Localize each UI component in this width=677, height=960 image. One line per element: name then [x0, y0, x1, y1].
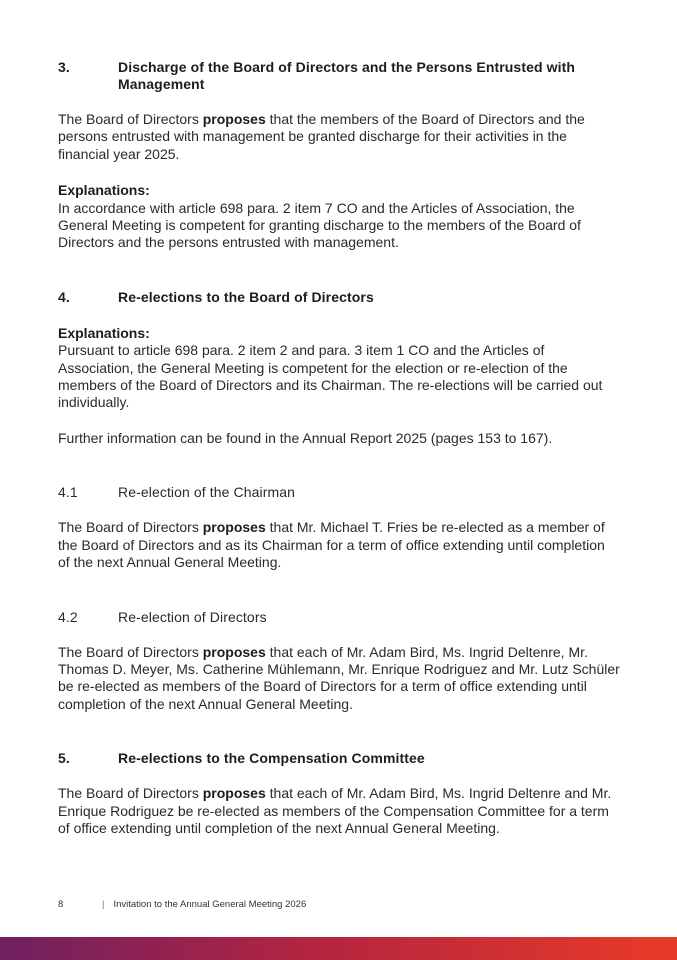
section-4-1-proposal-paragraph — [58, 519, 620, 571]
section-5-proposal-paragraph — [58, 785, 620, 837]
section-4-2-number: 4.2 — [58, 608, 78, 625]
section-4-explanations-block — [58, 325, 620, 412]
section-3-heading — [58, 59, 620, 93]
proposal-text-post: that each of Mr. Adam Bird, Ms. Ingrid Deltenre, Mr. Thomas D. Meyer, Ms. Catherine Mühlemann, Mr. Enrique Rodriguez and Mr. Lutz Schüler be re-elected as members of the Board of Directors for a term of office extending until completion of the next Annual General Meeting. — [58, 643, 620, 712]
proposal-text-post: that Mr. Michael T. Fries be re-elected as a member of the Board of Directors and as its Chairman for a term of office extending until completion of the next Annual General Meeting. — [58, 519, 605, 571]
proposal-text-pre: The Board of Directors — [58, 643, 203, 660]
proposal-text-pre: The Board of Directors — [58, 519, 203, 536]
proposal-text-pre: The Board of Directors — [58, 111, 203, 127]
footer-title: Invitation to the Annual General Meeting 2026 — [113, 899, 307, 910]
section-4-2-title: Re-election of Directors — [118, 608, 267, 625]
section-5-title: Re-elections to the Compensation Committee — [118, 750, 425, 767]
page-footer — [58, 899, 620, 911]
section-4-1 — [58, 484, 620, 571]
section-4-2-heading — [58, 609, 620, 626]
section-4-1-title: Re-election of the Chairman — [118, 484, 296, 501]
section-4-2 — [58, 609, 620, 714]
section-4-further-info: Further information can be found in the Annual Report 2025 (pages 153 to 167). — [58, 429, 553, 446]
bottom-gradient-bar — [0, 937, 677, 960]
footer-separator: | — [102, 899, 105, 910]
proposal-text-post: that the members of the Board of Directors and the persons entrusted with management be granted discharge for their activities in the financial year 2025. — [58, 111, 585, 162]
section-4-1-heading — [58, 484, 620, 501]
proposal-text-post: that each of Mr. Adam Bird, Ms. Ingrid Deltenre and Mr. Enrique Rodriguez be re-elected as members of the Compensation Committee for a term of office extending until completion of the next Annual General Meeting. — [58, 785, 612, 836]
section-3 — [58, 59, 620, 252]
proposal-keyword: proposes — [202, 111, 266, 127]
section-3-title: Discharge of the Board of Directors and the Persons Entrusted with Management — [118, 59, 576, 92]
section-4-number: 4. — [58, 288, 70, 305]
proposal-keyword: proposes — [202, 519, 266, 536]
section-3-number: 3. — [58, 59, 70, 75]
explanations-body: Pursuant to article 698 para. 2 item 2 and para. 3 item 1 CO and the Articles of Association, the General Meeting is competent for the election or re-election of the members of the Board of Directors and its Chairman. The re-elections will be carried out individually. — [58, 342, 603, 411]
proposal-keyword: proposes — [202, 643, 266, 660]
section-3-explanations-block — [58, 182, 620, 252]
section-4-title: Re-elections to the Board of Directors — [118, 288, 374, 305]
section-5-number: 5. — [58, 750, 70, 767]
page-number: 8 — [58, 899, 64, 910]
proposal-text-pre: The Board of Directors — [58, 785, 203, 802]
section-4-1-number: 4.1 — [58, 484, 78, 501]
section-5 — [58, 750, 620, 837]
section-5-heading — [58, 750, 620, 767]
section-3-proposal-paragraph — [58, 111, 620, 163]
section-4-2-proposal-paragraph — [58, 644, 620, 714]
section-4-heading — [58, 289, 620, 306]
explanations-label: Explanations: — [58, 182, 150, 199]
explanations-body: In accordance with article 698 para. 2 item 7 CO and the Articles of Association, the General Meeting is competent for granting discharge to the members of the Board of Directors and the persons entrusted with management. — [58, 199, 581, 251]
section-4 — [58, 289, 620, 447]
document-content — [58, 59, 620, 837]
proposal-keyword: proposes — [202, 785, 266, 802]
explanations-label: Explanations: — [58, 324, 150, 341]
